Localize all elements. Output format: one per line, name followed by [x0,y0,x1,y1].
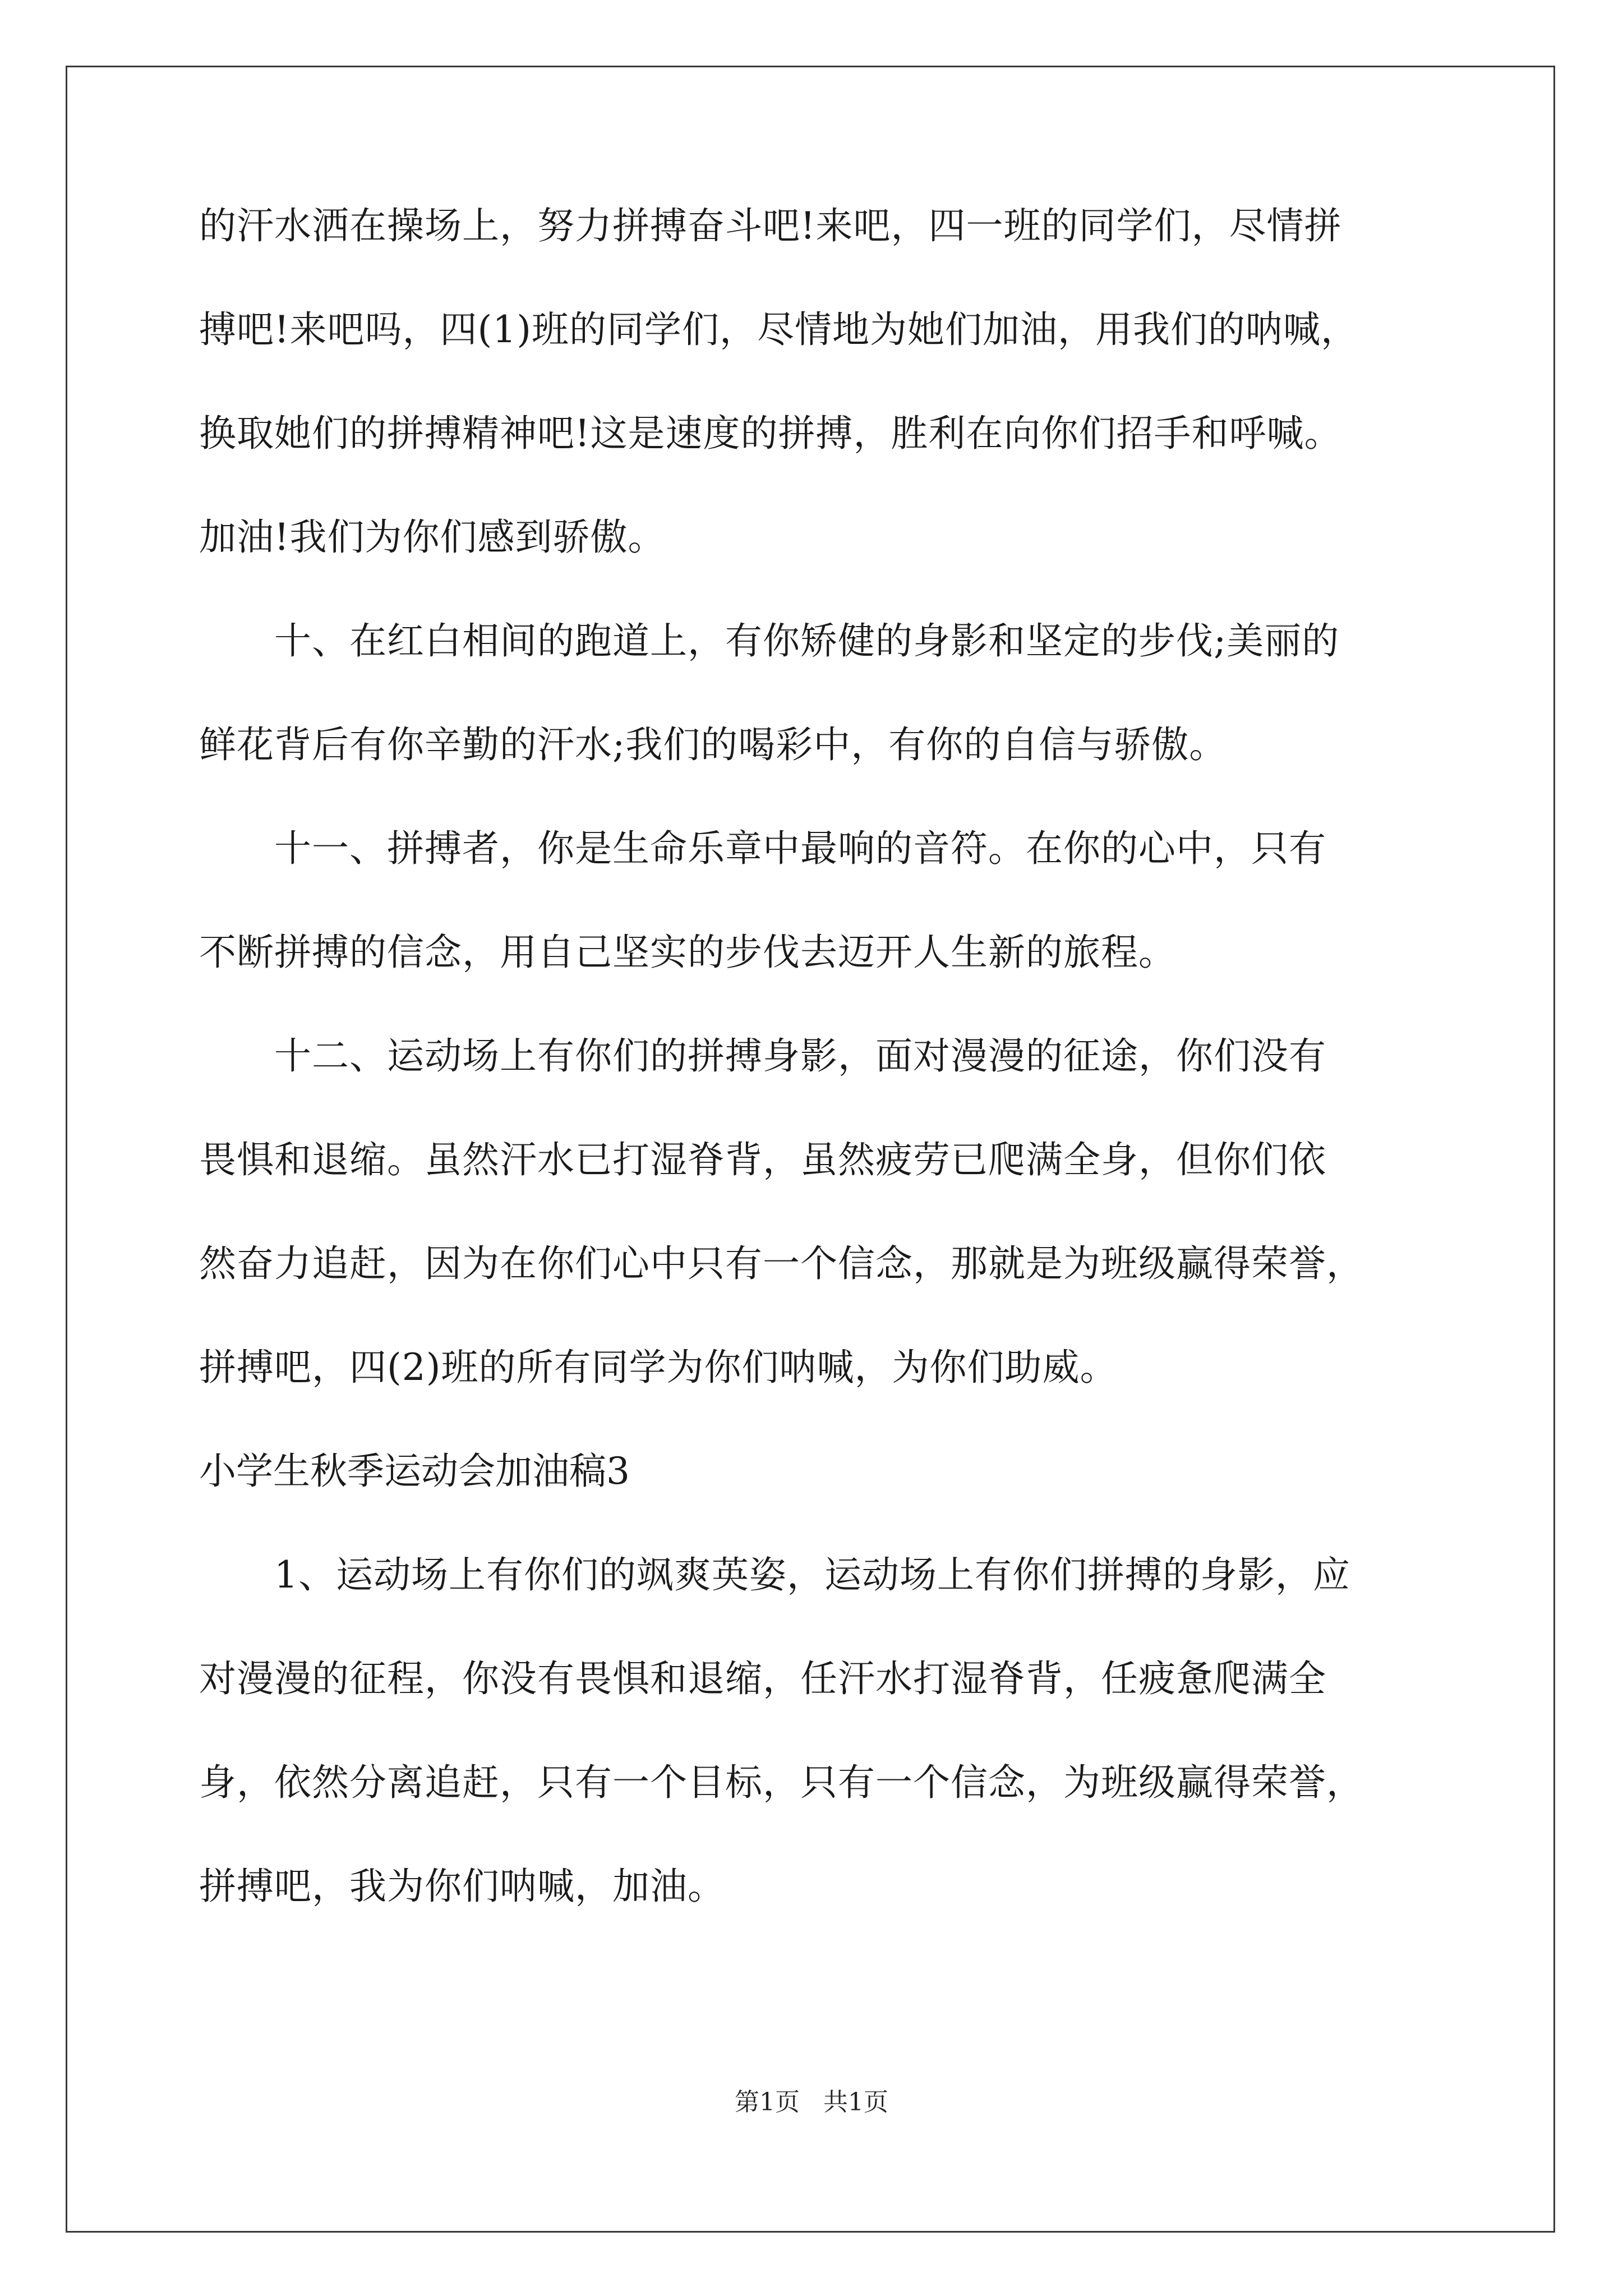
text-line: 畏惧和退缩。虽然汗水已打湿脊背，虽然疲劳已爬满全身，但你们依 [199,1138,1326,1181]
page-footer [0,2086,1623,2119]
document-body [199,199,1427,1963]
section-heading: 小学生秋季运动会加油稿3 [199,1450,630,1493]
text-line: 十一、拼搏者，你是生命乐章中最响的音符。在你的心中，只有 [199,827,1326,870]
text-line: 1、运动场上有你们的飒爽英姿，运动场上有你们拼搏的身影，应 [199,1553,1350,1596]
text-line: 搏吧!来吧吗，四(1)班的同学们，尽情地为她们加油，用我们的呐喊， [199,308,1359,351]
text-line: 对漫漫的征程，你没有畏惧和退缩，任汗水打湿脊背，任疲惫爬满全 [199,1657,1326,1700]
text-line: 身，依然分离追赶，只有一个目标，只有一个信念，为班级赢得荣誉， [199,1761,1364,1804]
text-line: 鲜花背后有你辛勤的汗水;我们的喝彩中，有你的自信与骄傲。 [199,723,1227,766]
text-line: 十、在红白相间的跑道上，有你矫健的身影和坚定的步伐;美丽的 [199,619,1340,662]
text-line: 然奋力追赶，因为在你们心中只有一个信念，那就是为班级赢得荣誉， [199,1242,1364,1285]
text-line: 换取她们的拼搏精神吧!这是速度的拼搏，胜利在向你们招手和呼喊。 [199,412,1342,455]
text-line: 不断拼搏的信念，用自己坚实的步伐去迈开人生新的旅程。 [199,931,1176,974]
text-line: 的汗水洒在操场上，努力拼搏奋斗吧!来吧，四一班的同学们，尽情拼 [199,204,1342,247]
text-line: 十二、运动场上有你们的拼搏身影，面对漫漫的征途，你们没有 [199,1034,1326,1078]
text-line: 拼搏吧，四(2)班的所有同学为你们呐喊，为你们助威。 [199,1346,1118,1389]
text-line: 加油!我们为你们感到骄傲。 [199,516,666,559]
page-number-total: 共1页 [823,2088,888,2116]
page-number-current: 第1页 [735,2088,800,2116]
text-line: 拼搏吧，我为你们呐喊，加油。 [199,1865,725,1908]
